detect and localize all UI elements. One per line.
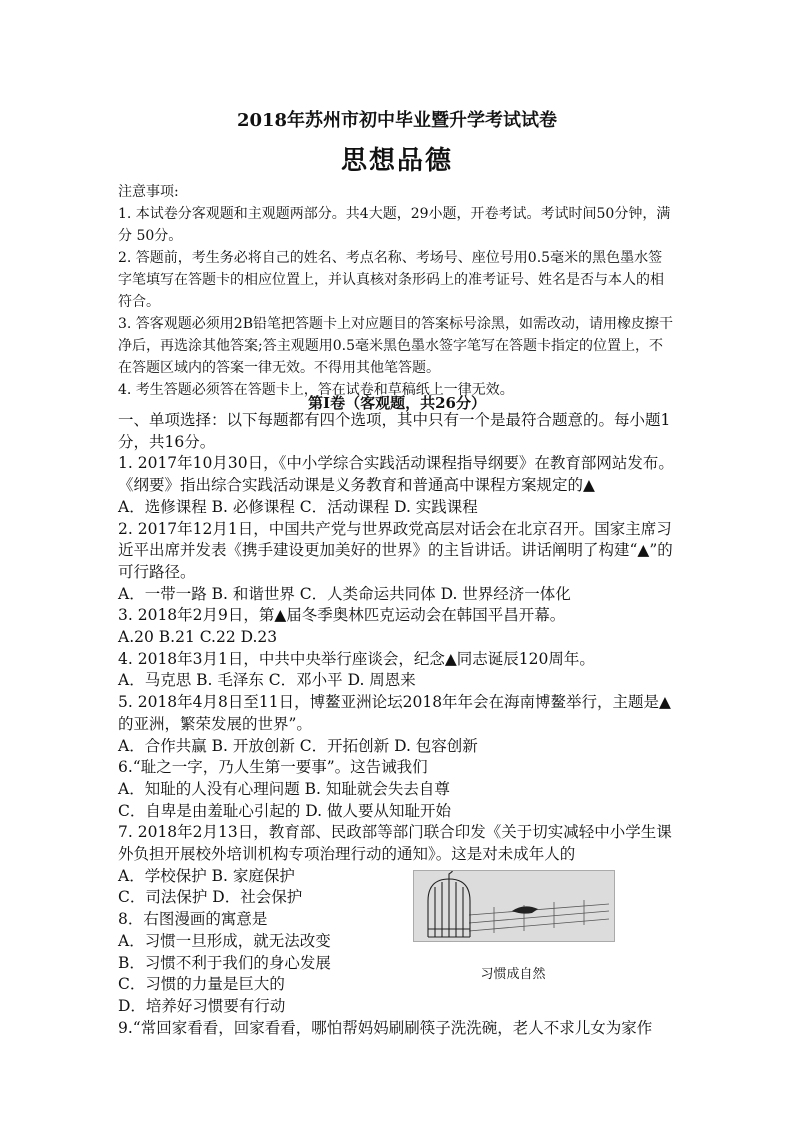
answer-options: A.20 B.21 C.22 D.23: [118, 628, 278, 647]
answer-options: A．合作共赢 B. 开放创新 C．开拓创新 D. 包容创新: [118, 736, 478, 755]
question-text: 1. 2017年10月30日，《中小学综合实践活动课程指导纲要》在教育部网站发布。《纲要》指出综合实践活动课是义务教育和普通高中课程方案规定的▲: [118, 454, 674, 495]
question-text: 9.“常回家看看，回家看看，哪怕帮妈妈刷刷筷子洗洗碗，老人不求儿女为家作: [118, 1018, 653, 1037]
questions-block: [118, 410, 684, 1039]
question-text: 6.“耻之一字，乃人生第一要事”。这告诫我们: [118, 758, 428, 777]
instructions-heading: 注意事项:: [118, 184, 179, 200]
answer-options: C．自卑是由羞耻心引起的 D. 做人要从知耻开始: [118, 801, 452, 820]
exam-title: 2018年苏州市初中毕业暨升学考试试卷: [236, 110, 558, 131]
question-text: 7. 2018年2月13日，教育部、民政部等部门联合印发《关于切实减轻中小学生课外负担开展校外培训机构专项治理行动的通知》。这是对未成年人的: [118, 823, 672, 864]
answer-options: B．习惯不利于我们的身心发展: [118, 953, 331, 972]
instruction-item: 3. 答客观题必须用2B铅笔把答题卡上对应题目的答案标号涂黑，如需改动，请用橡皮擦干净后，再选涂其他答案;答主观题用0.5毫米黑色墨水签字笔写在答题卡指定的位置上，不在答题区域内的答案一律无效。不得用其他笔答题。: [118, 316, 674, 376]
answer-options: C．习惯的力量是巨大的: [118, 975, 285, 994]
answer-options: D．培养好习惯要有行动: [118, 996, 286, 1015]
instruction-item: 1. 本试卷分客观题和主观题两部分。共4大题，29小题，开卷考试。考试时间50分钟，满分 50分。: [118, 206, 671, 244]
answer-options: A．学校保护 B. 家庭保护: [118, 866, 295, 885]
answer-options: C．司法保护 D．社会保护: [118, 888, 303, 907]
section-heading: 第Ⅰ卷（客观题，共26分）: [308, 394, 486, 412]
subject-title: 思想品德: [340, 146, 453, 176]
question-text: 2. 2017年12月1日，中国共产党与世界政党高层对话会在北京召开。国家主席习近平出席并发表《携手建设更加美好的世界》的主旨讲话。讲话阐明了构建“▲”的可行路径。: [118, 519, 673, 581]
answer-options: A．一带一路 B. 和谐世界 C．人类命运共同体 D. 世界经济一体化: [118, 584, 571, 603]
cartoon-image: [413, 870, 615, 942]
question-text: 3. 2018年2月9日，第▲届冬季奥林匹克运动会在韩国平昌开幕。: [118, 606, 566, 625]
answer-options: A．知耻的人没有心理问题 B. 知耻就会失去自尊: [118, 779, 450, 798]
instruction-item: 2. 答题前，考生务必将自己的姓名、考点名称、考场号、座位号用0.5毫米的黑色墨水签字笔填写在答题卡的相应位置上，并认真核对条形码上的准考证号、姓名是否与本人的相符合。: [118, 250, 664, 310]
answer-options: A．马克思 B. 毛泽东 C．邓小平 D. 周恩来: [118, 671, 416, 690]
question-text: 8．右图漫画的寓意是: [118, 910, 268, 929]
section-instruction: 一、单项选择：以下每题都有四个选项，其中只有一个是最符合题意的。每小题1分，共16分。: [118, 411, 671, 451]
cartoon-caption: 习惯成自然: [480, 967, 546, 982]
answer-options: A．选修课程 B. 必修课程 C．活动课程 D. 实践课程: [118, 497, 478, 516]
question-text: 4. 2018年3月1日，中共中央举行座谈会，纪念▲同志诞辰120周年。: [118, 649, 595, 668]
question-text: 5. 2018年4月8日至11日，博鳌亚洲论坛2018年年会在海南博鳌举行，主题是▲的亚洲，繁荣发展的世界”。: [118, 693, 671, 733]
instructions-block: [118, 181, 674, 401]
answer-options: A．习惯一旦形成，就无法改变: [118, 931, 331, 950]
instruction-item: 4. 考生答题必须答在答题卡上，答在试卷和草稿纸上一律无效。: [118, 382, 514, 398]
